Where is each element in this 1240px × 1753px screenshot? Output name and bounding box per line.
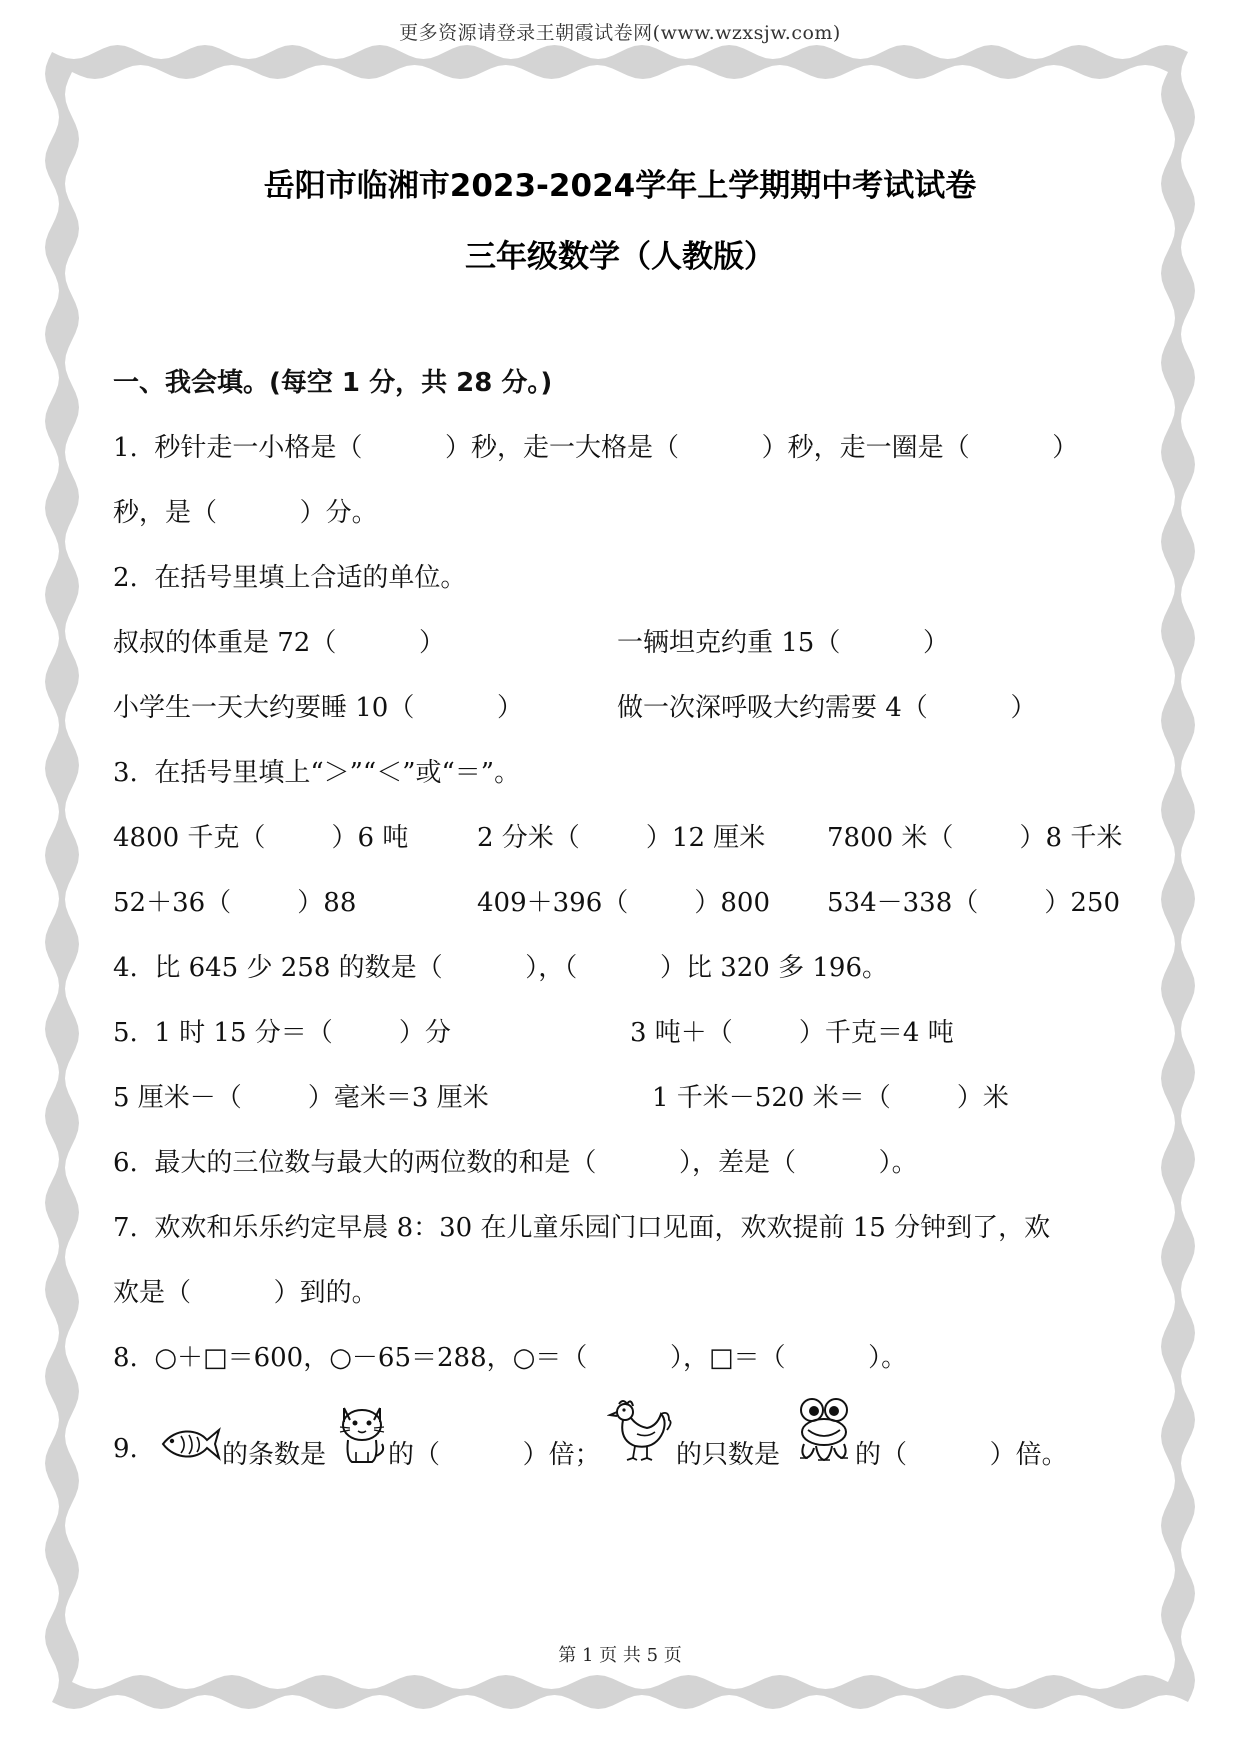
exam-title: 岳阳市临湘市2023-2024学年上学期期中考试试卷 bbox=[263, 168, 977, 204]
question-2-item-c: 小学生一天大约要睡 10（ ） bbox=[113, 693, 523, 723]
question-3-item: 7800 米（ ）8 千米 bbox=[827, 823, 1123, 853]
page-footer: 第 1 页 共 5 页 bbox=[558, 1645, 682, 1666]
question-9-text: 的（ ）倍。 bbox=[855, 1440, 1068, 1470]
question-9-text: 的条数是 bbox=[222, 1440, 327, 1470]
question-3-item: 2 分米（ ）12 厘米 bbox=[477, 823, 766, 853]
question-5-item: 3 吨＋（ ）千克＝4 吨 bbox=[630, 1018, 954, 1048]
question-5-item: 1 千米－520 米＝（ ）米 bbox=[652, 1083, 1009, 1113]
question-7-line1: 7. 欢欢和乐乐约定早晨 8：30 在儿童乐园门口见面，欢欢提前 15 分钟到了，欢 bbox=[113, 1213, 1051, 1243]
fish-icon bbox=[157, 1420, 221, 1466]
exam-subtitle: 三年级数学（人教版） bbox=[465, 239, 775, 275]
question-2-item-a: 叔叔的体重是 72（ ） bbox=[113, 628, 445, 658]
question-1-line1: 1. 秒针走一小格是（ ）秒，走一大格是（ ）秒，走一圈是（ ） bbox=[113, 433, 1079, 463]
section-heading: 一、我会填。(每空 1 分，共 28 分。) bbox=[113, 368, 553, 398]
question-3-item: 534－338（ ）250 bbox=[827, 888, 1120, 918]
question-9-number: 9. bbox=[113, 1434, 138, 1464]
question-2-item-b: 一辆坦克约重 15（ ） bbox=[617, 628, 949, 658]
question-2-item-d: 做一次深呼吸大约需要 4（ ） bbox=[617, 693, 1037, 723]
question-4: 4. 比 645 少 258 的数是（ ），（ ）比 320 多 196。 bbox=[113, 953, 888, 983]
question-3-item: 52＋36（ ）88 bbox=[113, 888, 357, 918]
question-5-item: 5 厘米－（ ）毫米＝3 厘米 bbox=[113, 1083, 489, 1113]
question-5-item: 5. 1 时 15 分＝（ ）分 bbox=[113, 1018, 451, 1048]
question-6: 6. 最大的三位数与最大的两位数的和是（ ），差是（ ）。 bbox=[113, 1148, 918, 1178]
question-9-text: 的只数是 bbox=[676, 1440, 781, 1470]
cat-icon bbox=[336, 1400, 388, 1466]
question-8: 8. ○＋□＝600，○－65＝288，○＝（ ），□＝（ ）。 bbox=[113, 1343, 908, 1373]
frog-icon bbox=[796, 1396, 852, 1464]
question-1-line2: 秒，是（ ）分。 bbox=[113, 498, 378, 528]
question-7-line2: 欢是（ ）到的。 bbox=[113, 1278, 378, 1308]
question-3-item: 4800 千克（ ）6 吨 bbox=[113, 823, 409, 853]
question-3-stem: 3. 在括号里填上“＞”“＜”或“＝”。 bbox=[113, 758, 521, 788]
question-2-stem: 2. 在括号里填上合适的单位。 bbox=[113, 563, 467, 593]
question-9-text: 的（ ）倍； bbox=[388, 1440, 601, 1470]
chicken-icon bbox=[607, 1396, 673, 1464]
site-header: 更多资源请登录王朝霞试卷网(www.wzxsjw.com) bbox=[399, 22, 841, 44]
question-3-item: 409＋396（ ）800 bbox=[477, 888, 770, 918]
